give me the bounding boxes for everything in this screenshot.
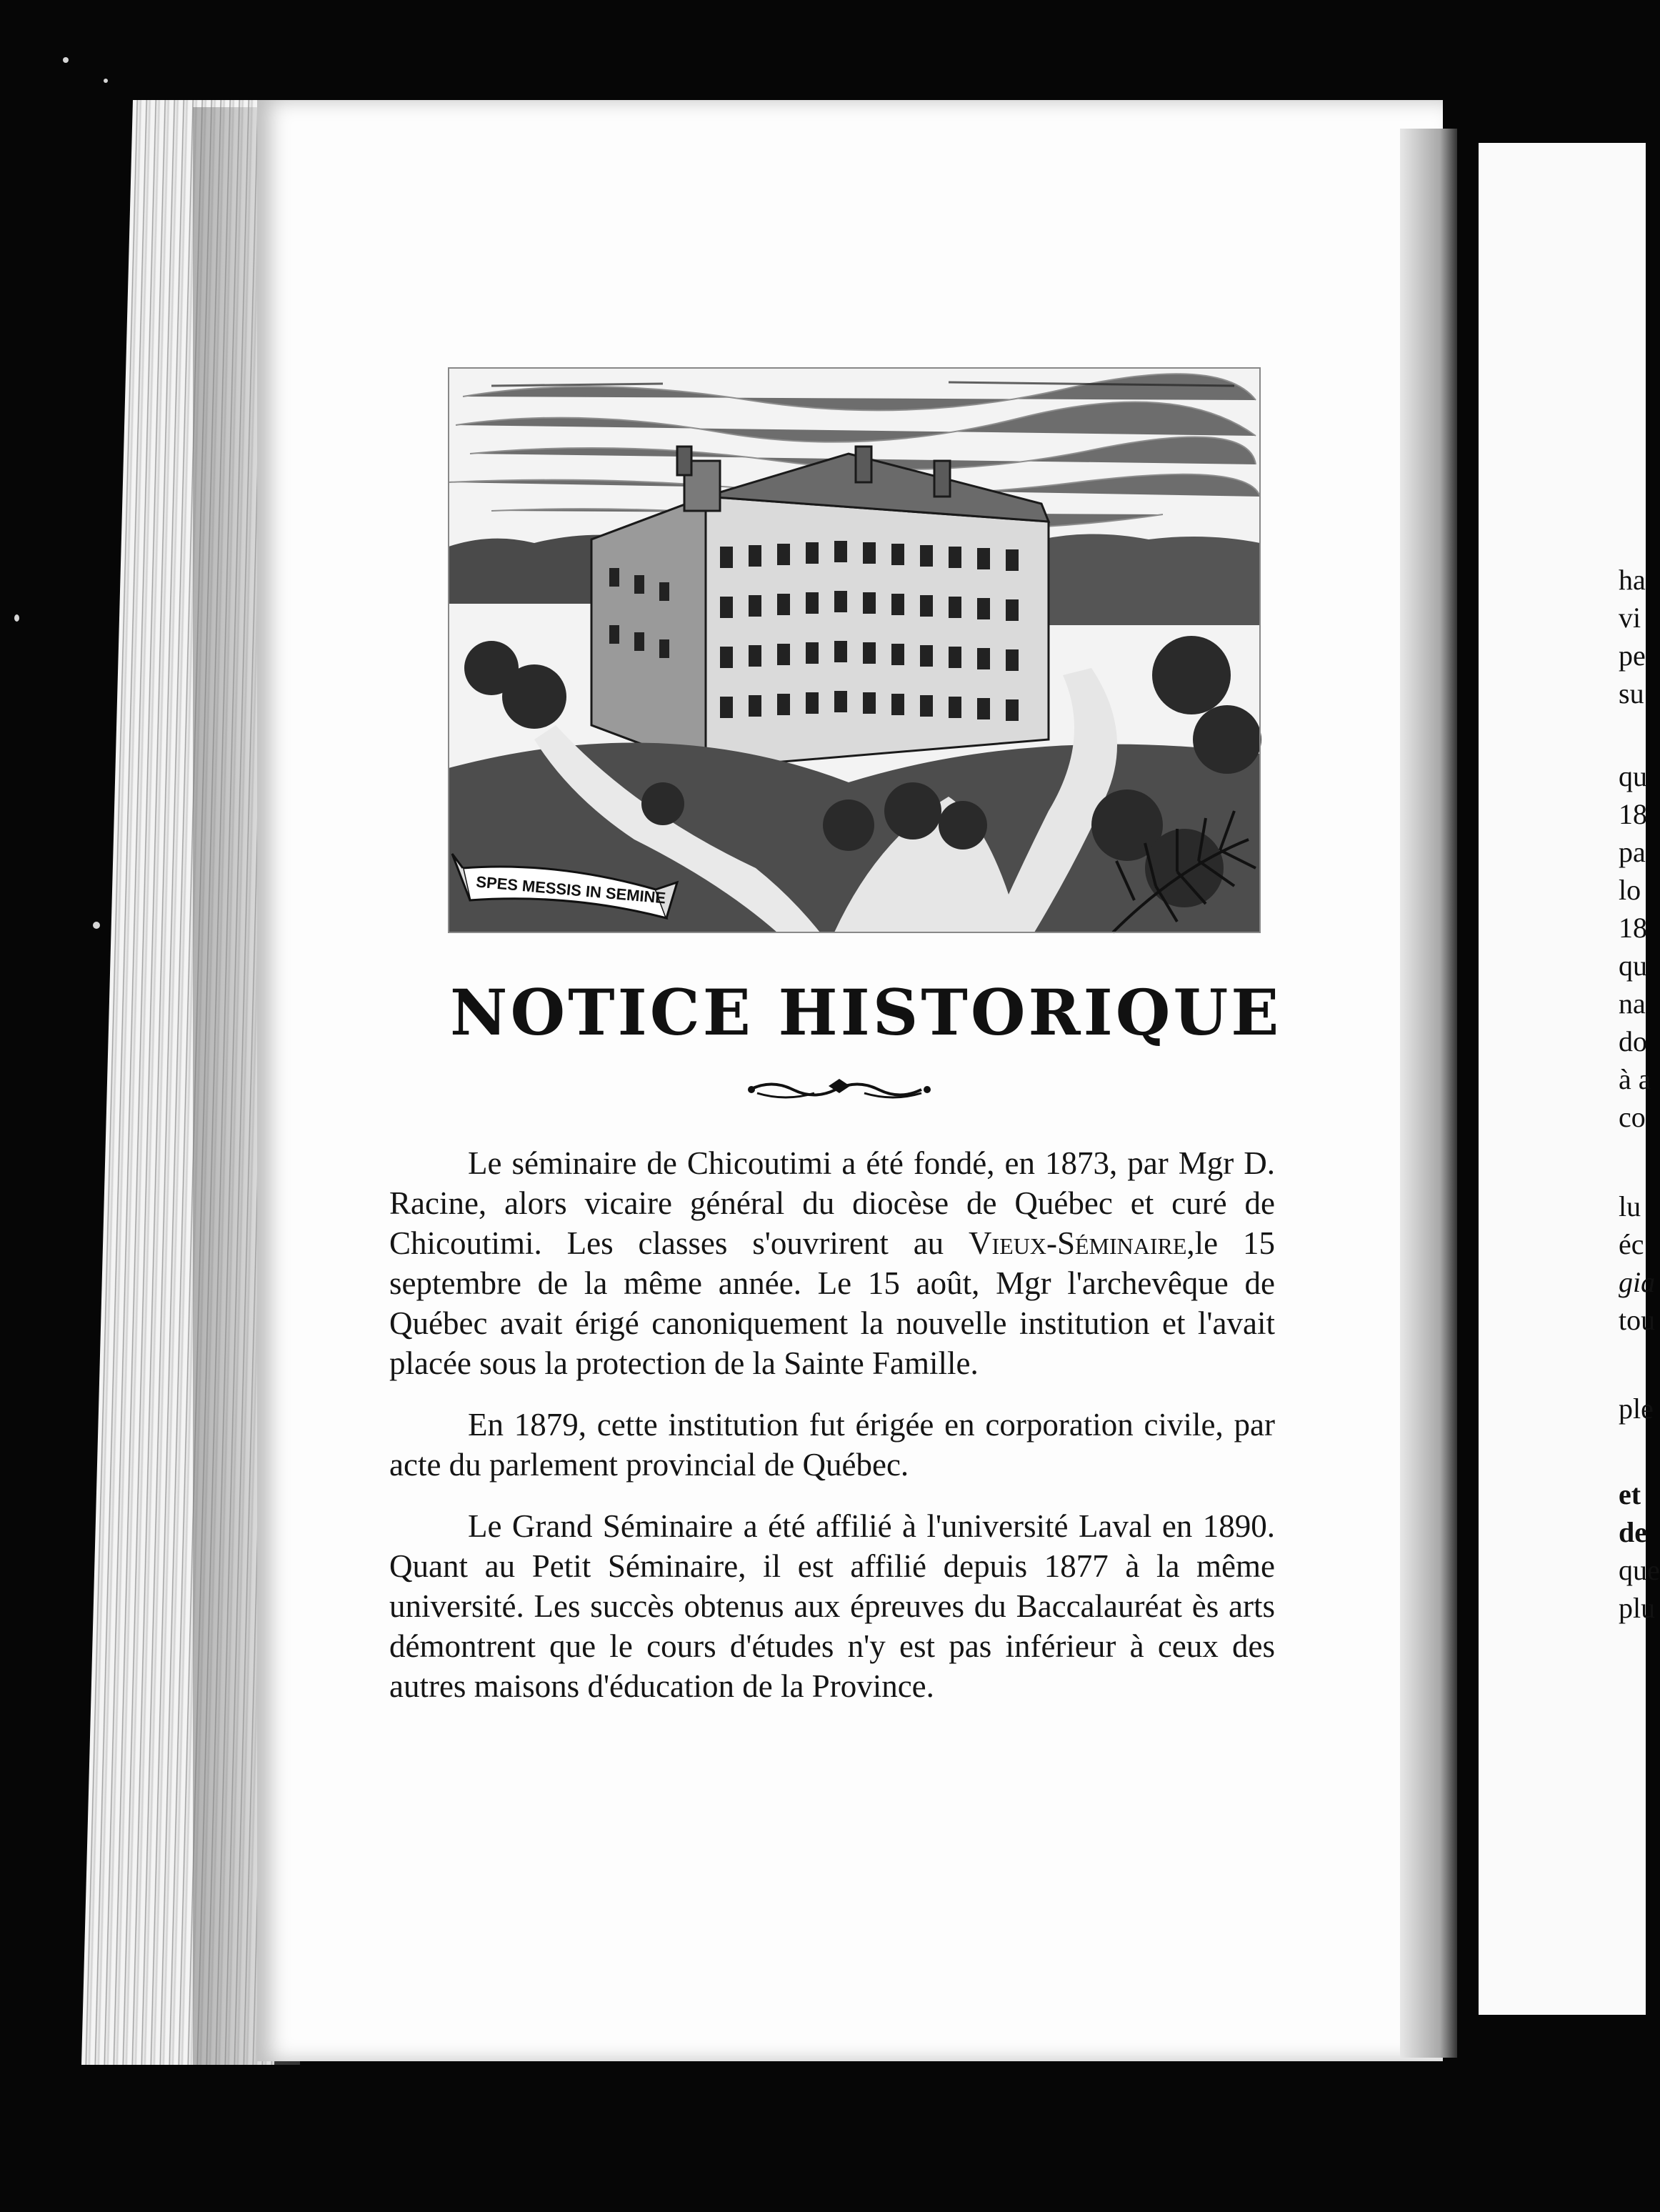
scan-speck (93, 922, 100, 929)
facing-line: de (1619, 1516, 1647, 1548)
paragraph-incorporation: En 1879, cette institution fut érigée en corporation civile, par acte du parlement provincial de Québec. (389, 1407, 1275, 1483)
facing-line: tou (1619, 1304, 1656, 1336)
paragraph-text: ,le 15 septembre de la même année. Le 15 août, Mgr l'archevêque de Québec avait érigé canoniquement la nouvelle institution et l'avait placée sous la protection de la Sainte Famille. (389, 1225, 1275, 1381)
facing-line: na (1619, 987, 1646, 1020)
facing-line: gia (1619, 1266, 1656, 1298)
book-gutter (1400, 129, 1457, 2058)
facing-line: ha (1619, 564, 1646, 596)
facing-line: co (1619, 1101, 1646, 1133)
facing-line: éc (1619, 1228, 1644, 1260)
facing-line: do (1619, 1025, 1647, 1057)
scan-speck (14, 614, 19, 622)
facing-line: 18 (1619, 912, 1647, 944)
facing-line: que (1619, 1554, 1660, 1586)
facing-line: vi (1619, 602, 1641, 634)
facing-line: et (1619, 1478, 1641, 1510)
facing-line: plu (1619, 1592, 1656, 1624)
paragraph-text: Le séminaire de Chicoutimi a été fondé, en 1873, par Mgr D. Racine, alors vicaire général du diocèse de Québec et curé de Chicoutimi. Les classes s'ouvrirent au (389, 1145, 1275, 1261)
facing-page (1479, 143, 1660, 2015)
seminary-engraving (449, 368, 1260, 932)
scan-speck (63, 57, 69, 63)
facing-line: su (1619, 677, 1644, 709)
facing-line: qu (1619, 760, 1647, 792)
page-title: NOTICE HISTORIQUE (450, 975, 1282, 1050)
scan-speck (104, 79, 108, 83)
paragraph-foundation (389, 1143, 1275, 1383)
facing-line: lu (1619, 1190, 1641, 1222)
facing-line: à a (1619, 1063, 1651, 1095)
facing-line: 18 (1619, 798, 1647, 830)
paragraph-smallcaps: Vieux-Séminaire (969, 1225, 1187, 1261)
flourish-ornament (743, 1072, 936, 1107)
facing-line: pe (1619, 639, 1646, 672)
paragraph-affiliation: Le Grand Séminaire a été affilié à l'université Laval en 1890. Quant au Petit Séminaire, il est affilié depuis 1877 à la même université. Les succès obtenus aux épreuves du Baccalauréat ès arts démontrent que le cours d'études n'y est pas inférieur à ceux des autres maisons d'éducation de la Province. (389, 1508, 1275, 1704)
facing-line: pa (1619, 836, 1646, 868)
facing-line: lo (1619, 874, 1641, 906)
facing-line: ple (1619, 1393, 1654, 1425)
motto-text: SPES MESSIS IN SEMINE (475, 872, 667, 907)
historical-notice-body (389, 1143, 1275, 1728)
facing-line: qu (1619, 950, 1647, 982)
